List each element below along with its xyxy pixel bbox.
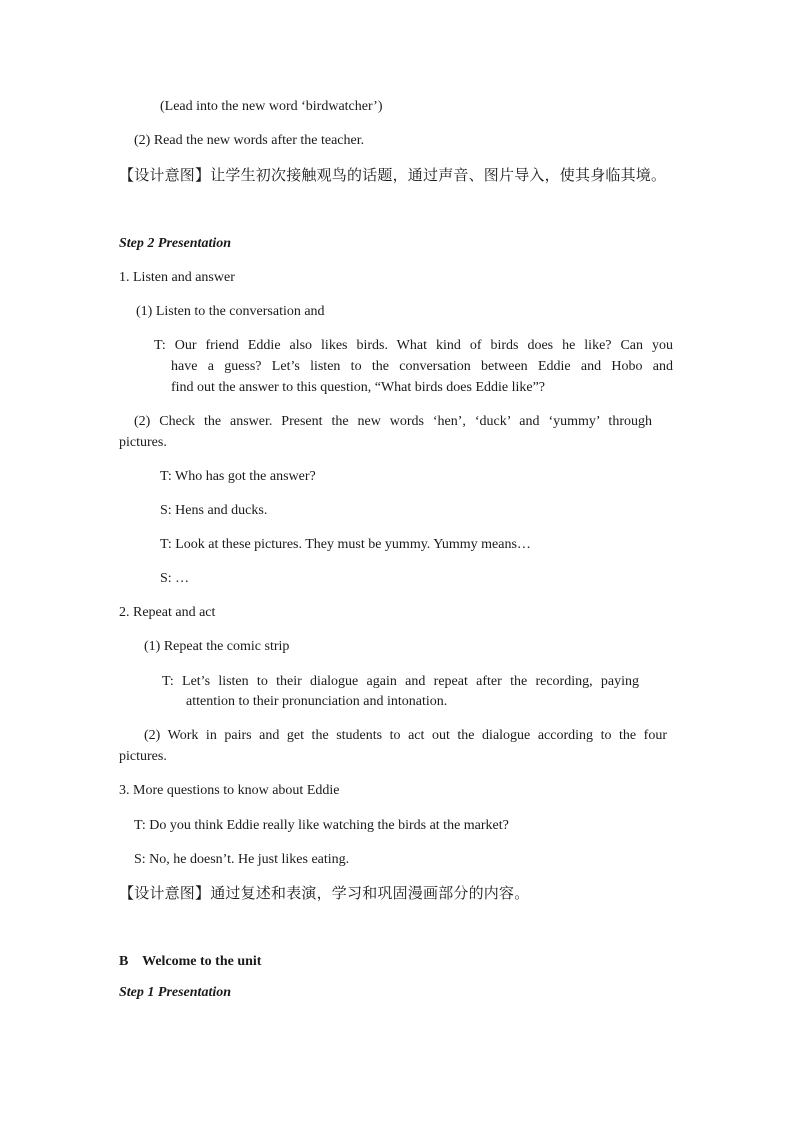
question-teacher: T: Do you think Eddie really like watching the birds at the market? <box>134 818 509 833</box>
more-questions: 3. More questions to know about Eddie <box>119 783 340 798</box>
step-1-heading: Step 1 Presentation <box>119 985 232 1000</box>
teacher-line-2: have a guess? Let’s listen to the conversation between Eddie and Hobo and <box>171 359 673 374</box>
dialogue-teacher-1: T: Who has got the answer? <box>160 469 316 484</box>
check-answer-line-1: (2) Check the answer. Present the new words ‘hen’, ‘duck’ and ‘yummy’ through <box>134 414 652 429</box>
teacher-line-3: find out the answer to this question, “What birds does Eddie like”? <box>171 380 546 395</box>
repeat-and-act: 2. Repeat and act <box>119 605 216 620</box>
read-new-words-step: (2) Read the new words after the teacher. <box>134 133 365 148</box>
check-answer-line-2: pictures. <box>119 435 167 450</box>
listen-and-answer: 1. Listen and answer <box>119 270 235 285</box>
lead-in-note: (Lead into the new word ‘birdwatcher’) <box>160 99 383 114</box>
step-2-heading: Step 2 Presentation <box>119 236 232 251</box>
repeat-teacher-line-2: attention to their pronunciation and intonation. <box>186 694 448 709</box>
answer-student: S: No, he doesn’t. He just likes eating. <box>134 852 350 867</box>
section-b-heading: B Welcome to the unit <box>119 954 262 969</box>
dialogue-student-2: S: … <box>160 571 190 586</box>
work-in-pairs-line-2: pictures. <box>119 749 167 764</box>
dialogue-student-1: S: Hens and ducks. <box>160 503 268 518</box>
work-in-pairs-line-1: (2) Work in pairs and get the students to act out the dialogue according to the four <box>144 728 667 743</box>
dialogue-teacher-2: T: Look at these pictures. They must be yummy. Yummy means… <box>160 537 531 552</box>
design-intent-1: 【设计意图】让学生初次接触观鸟的话题，通过声音、图片导入，使其身临其境。 <box>119 166 667 184</box>
repeat-comic-strip: (1) Repeat the comic strip <box>144 639 290 654</box>
repeat-teacher-line-1: T: Let’s listen to their dialogue again and repeat after the recording, paying <box>162 674 639 689</box>
listen-to-conversation: (1) Listen to the conversation and <box>136 304 325 319</box>
teacher-line-1: T: Our friend Eddie also likes birds. What kind of birds does he like? Can you <box>154 338 673 353</box>
design-intent-2: 【设计意图】通过复述和表演，学习和巩固漫画部分的内容。 <box>119 884 530 902</box>
